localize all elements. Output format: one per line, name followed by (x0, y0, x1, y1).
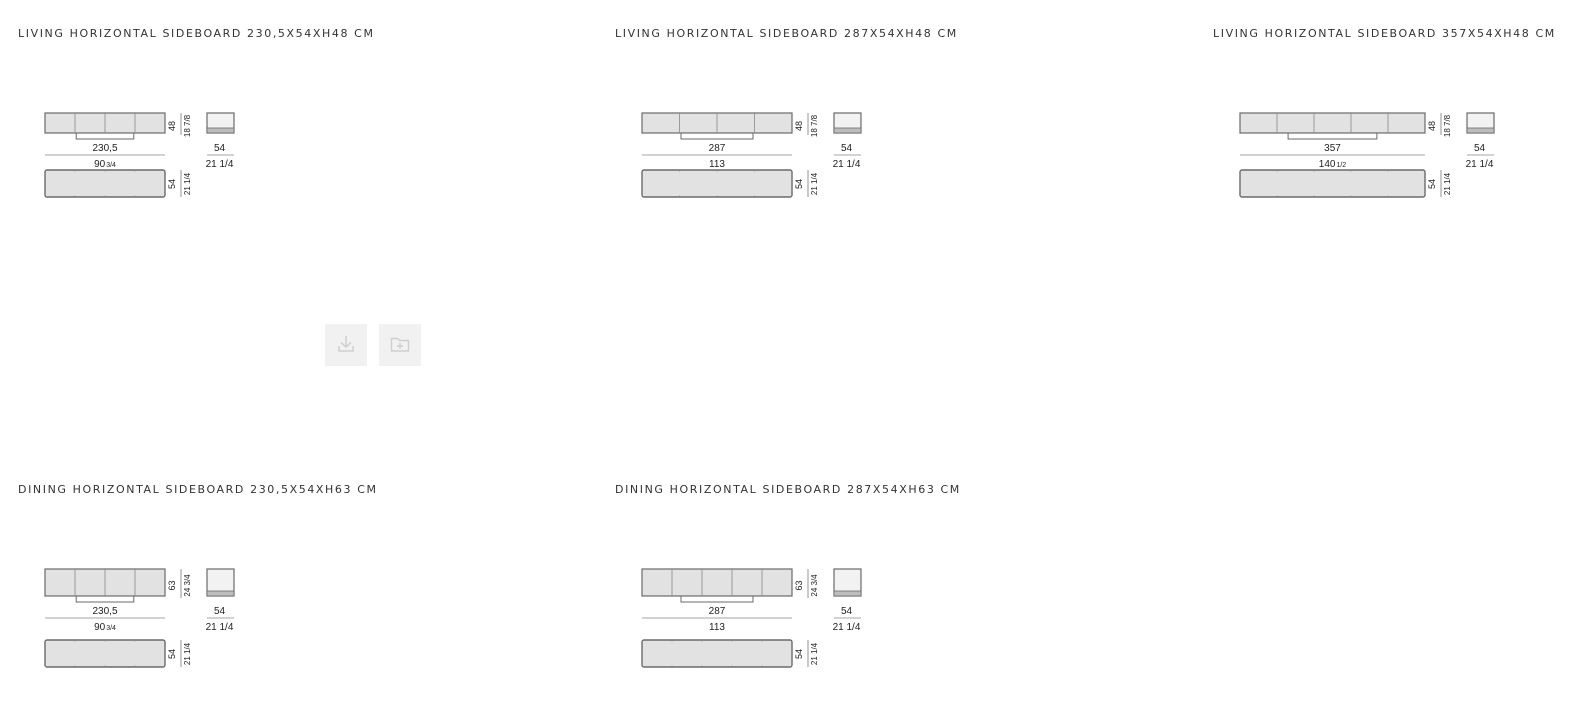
product-card-dining-230 (18, 483, 578, 703)
front-view-cabinet (642, 569, 792, 596)
depth-cm-label: 54 (167, 178, 177, 190)
width-in-fraction: 3/4 (106, 162, 116, 169)
download-icon (335, 333, 357, 358)
width-in-whole: 90 (94, 159, 106, 170)
depth-in-label: 21 1/4 (183, 172, 192, 196)
width-cm-label: 357 (1324, 143, 1341, 154)
depth-cm-label: 54 (840, 606, 853, 617)
height-cm-label: 63 (167, 580, 177, 591)
technical-drawing (1238, 102, 1494, 232)
depth-cm-label: 54 (794, 178, 804, 190)
product-card-dining-287 (615, 483, 1175, 703)
base-frame (681, 133, 753, 139)
width-in-whole: 113 (709, 622, 725, 633)
folder-add-icon (389, 333, 411, 358)
height-cm-label: 63 (794, 580, 804, 591)
product-card-living-357 (1213, 27, 1590, 247)
depth-in-label: 21 1/4 (832, 159, 861, 170)
width-cm-label: 230,5 (92, 606, 118, 617)
product-card-living-287 (615, 27, 1175, 247)
width-cm-label: 287 (708, 143, 726, 154)
top-view-cabinet (45, 640, 165, 667)
depth-in-label: 21 1/4 (832, 622, 861, 633)
width-in-whole: 113 (709, 159, 725, 170)
height-cm-label: 48 (1427, 120, 1437, 132)
depth-cm-label: 54 (167, 648, 177, 660)
width-in-label (94, 622, 116, 633)
height-in-label: 18 7/8 (810, 114, 819, 138)
front-view-cabinet (1240, 113, 1425, 133)
product-card-living-230 (18, 27, 578, 247)
side-view-base (834, 128, 861, 133)
depth-cm-label: 54 (1473, 143, 1486, 154)
height-in-label: 18 7/8 (1443, 114, 1452, 138)
side-view-base (1467, 128, 1494, 133)
base-frame (76, 596, 134, 602)
depth-in-label: 21 1/4 (810, 642, 819, 666)
depth-cm-label: 54 (213, 143, 226, 154)
depth-cm-label: 54 (213, 606, 226, 617)
top-view-cabinet (45, 170, 165, 197)
action-buttons (325, 324, 421, 366)
product-title: LIVING HORIZONTAL SIDEBOARD 357X54XH48 CM (1213, 27, 1556, 40)
technical-drawing (640, 102, 880, 232)
base-frame (681, 596, 753, 602)
technical-drawing (43, 558, 283, 688)
top-view-cabinet (1240, 170, 1425, 197)
width-in-label (709, 622, 725, 633)
technical-drawing (640, 558, 880, 688)
width-in-fraction: 1/2 (1336, 162, 1347, 169)
depth-in-label: 21 1/4 (1443, 172, 1452, 196)
top-view-cabinet (642, 640, 792, 667)
depth-in-label: 21 1/4 (183, 642, 192, 666)
height-in-label: 24 3/4 (183, 574, 192, 597)
side-view-base (834, 591, 861, 596)
technical-drawing (43, 102, 283, 232)
depth-in-label: 21 1/4 (1465, 159, 1494, 170)
side-view-base (207, 128, 234, 133)
width-cm-label: 230,5 (92, 143, 118, 154)
product-title: LIVING HORIZONTAL SIDEBOARD 230,5X54XH48 CM (18, 27, 375, 40)
depth-in-label: 21 1/4 (205, 159, 234, 170)
width-in-label (94, 159, 116, 170)
width-in-whole: 140 (1318, 159, 1336, 170)
depth-in-label: 21 1/4 (810, 172, 819, 196)
height-cm-label: 48 (794, 120, 804, 132)
product-title: DINING HORIZONTAL SIDEBOARD 287X54XH63 CM (615, 483, 961, 496)
width-in-fraction: 3/4 (106, 625, 116, 632)
depth-in-label: 21 1/4 (205, 622, 234, 633)
width-in-label (1319, 159, 1347, 170)
height-in-label: 24 3/4 (810, 574, 819, 597)
width-in-whole: 90 (94, 622, 106, 633)
product-title: DINING HORIZONTAL SIDEBOARD 230,5X54XH63 CM (18, 483, 378, 496)
product-title: LIVING HORIZONTAL SIDEBOARD 287X54XH48 CM (615, 27, 958, 40)
top-view-cabinet (642, 170, 792, 197)
width-cm-label: 287 (708, 606, 726, 617)
download-button[interactable] (325, 324, 367, 366)
width-in-label (709, 159, 725, 170)
depth-cm-label: 54 (1427, 178, 1437, 190)
depth-cm-label: 54 (840, 143, 853, 154)
depth-cm-label: 54 (794, 648, 804, 660)
side-view-base (207, 591, 234, 596)
height-cm-label: 48 (167, 120, 177, 132)
base-frame (1288, 133, 1377, 139)
height-in-label: 18 7/8 (183, 114, 192, 138)
add-to-folder-button[interactable] (379, 324, 421, 366)
base-frame (76, 133, 134, 139)
